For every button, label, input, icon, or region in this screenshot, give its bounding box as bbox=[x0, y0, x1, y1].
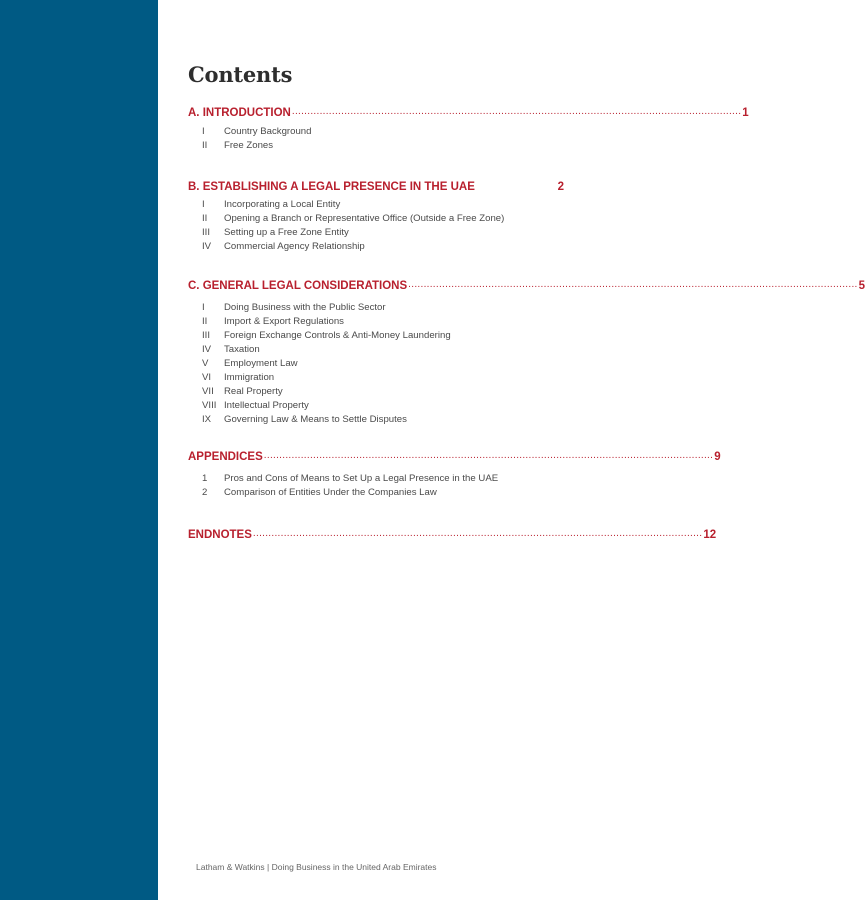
toc-item-number: IX bbox=[202, 414, 212, 425]
toc-item-number: VIII bbox=[202, 400, 217, 411]
toc-content bbox=[188, 0, 865, 900]
toc-page-number: 2 bbox=[557, 181, 564, 193]
toc-item-number: III bbox=[202, 227, 210, 238]
toc-item-text: Employment Law bbox=[224, 358, 298, 369]
toc-item-number: III bbox=[202, 330, 210, 341]
toc-item-number: VII bbox=[202, 386, 214, 397]
toc-item-text: Pros and Cons of Means to Set Up a Legal Presence in the UAE bbox=[224, 473, 499, 484]
sidebar-band bbox=[0, 0, 158, 900]
page-footer: Latham & Watkins | Doing Business in the United Arab Emirates bbox=[196, 862, 437, 872]
toc-item-text: Country Background bbox=[224, 126, 312, 137]
toc-page-number: 9 bbox=[714, 451, 721, 463]
toc-item-number: V bbox=[202, 358, 209, 369]
page-title: Contents bbox=[188, 62, 293, 87]
toc-item-text: Commercial Agency Relationship bbox=[224, 241, 365, 252]
toc-page-number: 1 bbox=[742, 107, 749, 119]
toc-item-number: IV bbox=[202, 344, 212, 355]
toc-item-text: Real Property bbox=[224, 386, 283, 397]
toc-item-number: II bbox=[202, 213, 208, 224]
toc-page-number: 12 bbox=[703, 529, 717, 541]
toc-section-legal-presence[interactable] bbox=[188, 177, 564, 193]
toc-item-text: Foreign Exchange Controls & Anti-Money Laundering bbox=[224, 330, 451, 341]
toc-item-number: 2 bbox=[202, 487, 208, 498]
toc-item-text: Comparison of Entities Under the Companies Law bbox=[224, 487, 437, 498]
toc-item-number: II bbox=[202, 316, 208, 327]
toc-item-text: Immigration bbox=[224, 372, 275, 383]
toc-item-number: I bbox=[202, 302, 205, 313]
toc-section-label: B. ESTABLISHING A LEGAL PRESENCE IN THE UAE bbox=[188, 181, 475, 193]
toc-section-label: ENDNOTES bbox=[188, 529, 252, 541]
toc-item-text: Import & Export Regulations bbox=[224, 316, 344, 327]
toc-section-general-legal[interactable] bbox=[188, 276, 865, 292]
dot-leader: .................................................................................................................................................. bbox=[408, 279, 858, 290]
toc-item-text: Intellectual Property bbox=[224, 400, 309, 411]
toc-item-text: Incorporating a Local Entity bbox=[224, 199, 341, 210]
toc-item-text: Setting up a Free Zone Entity bbox=[224, 227, 349, 238]
toc-item-text: Opening a Branch or Representative Office (Outside a Free Zone) bbox=[224, 213, 505, 224]
toc-page-number: 5 bbox=[858, 280, 865, 292]
toc-section-label: APPENDICES bbox=[188, 451, 263, 463]
toc-item-text: Governing Law & Means to Settle Disputes bbox=[224, 414, 407, 425]
toc-item-number: I bbox=[202, 126, 205, 137]
toc-item-number: IV bbox=[202, 241, 212, 252]
toc-item-number: I bbox=[202, 199, 205, 210]
toc-item-number: II bbox=[202, 140, 208, 151]
toc-section-introduction[interactable] bbox=[188, 103, 749, 119]
toc-section-endnotes[interactable] bbox=[188, 525, 717, 541]
toc-item-text: Taxation bbox=[224, 344, 260, 355]
toc-section-appendices[interactable] bbox=[188, 447, 721, 463]
toc-item-number: 1 bbox=[202, 473, 208, 484]
toc-section-label: C. GENERAL LEGAL CONSIDERATIONS bbox=[188, 280, 408, 292]
dot-leader: .................................................................................................................................................. bbox=[252, 528, 703, 539]
dot-leader: .................................................................................................................................................. bbox=[263, 450, 714, 461]
toc-item-text: Doing Business with the Public Sector bbox=[224, 302, 386, 313]
toc-item-number: VI bbox=[202, 372, 212, 383]
toc-section-label: A. INTRODUCTION bbox=[188, 107, 291, 119]
dot-leader: .................................................................................................................................................. bbox=[291, 106, 742, 117]
toc-item-text: Free Zones bbox=[224, 140, 274, 151]
